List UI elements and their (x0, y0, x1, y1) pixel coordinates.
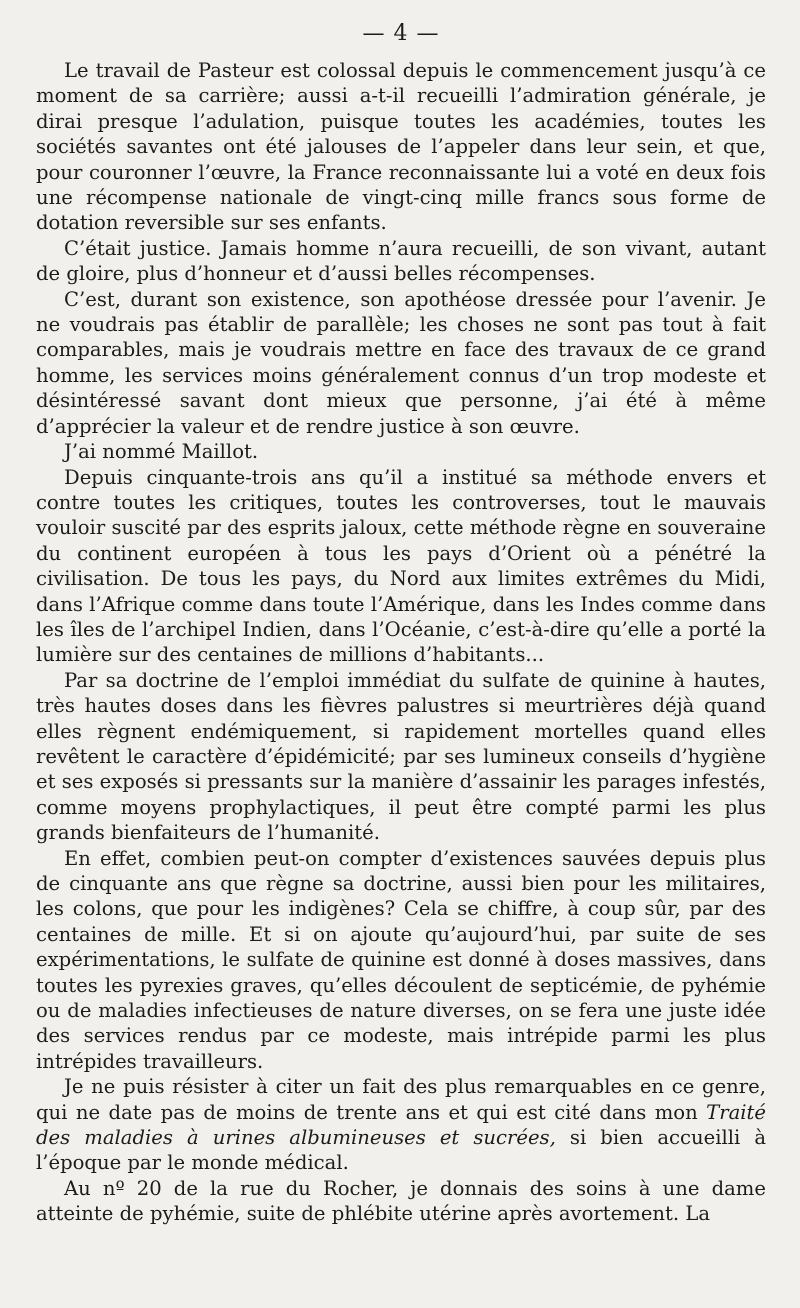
paragraph-doctrine-quinine: Par sa doctrine de l’emploi immédiat du sulfate de quinine à hautes, très hautes doses dans les fièvres palustres si meurtrières déjà quand elles règnent endémiquement, si rapidement mortelles quand elles revêtent le caractère d’épidémicité; par ses lumineux conseils d’hygiène et ses exposés si pressants sur la manière d’assainir les parages infestés, comme moyens prophylactiques, il peut être compté parmi les plus grands bienfaiteurs de l’humanité. (36, 668, 766, 845)
treatise-title: Traité des maladies à urines albumineuses et sucrées, (36, 1100, 766, 1150)
paragraph-citation (36, 1074, 766, 1176)
paragraph-maillot-named: J’ai nommé Maillot. (64, 440, 259, 464)
paragraph-justice: C’était justice. Jamais homme n’aura recueilli, de son vivant, autant de gloire, plus d’honneur et d’aussi belles récompenses. (36, 236, 766, 286)
citation-text-before: Je ne puis résister à citer un fait des plus remarquables en ce genre, qui ne date pas de moins de trente ans et qui est cité dans mon (36, 1075, 766, 1124)
page-number: — 4 — (362, 21, 440, 46)
paragraph-existences-sauvees: En effet, combien peut-on compter d’existences sauvées depuis plus de cinquante ans que règne sa doctrine, aussi bien pour les militaires, les colons, que pour les indigènes? Cela se chiffre, à coup sûr, par des centaines de mille. Et si on ajoute qu’aujourd’hui, par suite de ses expérimentations, le sulfate de quinine est donné à doses massives, dans toutes les pyrexies graves, qu’elles découlent de septicémie, de pyhémie ou de maladies infectieuses de nature diverses, on se fera une juste idée des services rendus par ce modeste, mais intrépide parmi les plus intrépides travailleurs. (36, 846, 766, 1073)
paragraph-methode: Depuis cinquante-trois ans qu’il a institué sa méthode envers et contre toutes les critiques, toutes les controverses, tout le mauvais vouloir suscité par des esprits jaloux, cette méthode règne en souveraine du continent européen à tous les pays d’Orient où a pénétré la civilisation. De tous les pays, du Nord aux limites extrêmes du Midi, dans l’Afrique comme dans toute l’Amérique, dans les Indes comme dans les îles de l’archipel Indien, dans l’Océanie, c’est-à-dire qu’elle a porté la lumière sur des centaines de millions d’habitants... (36, 465, 766, 667)
paragraph-pasteur: Le travail de Pasteur est colossal depuis le commencement jusqu’à ce moment de sa carrière; aussi a-t-il recueilli l’admiration générale, je dirai presque l’adulation, puisque toutes les académies, toutes les sociétés savantes ont été jalouses de l’appeler dans leur sein, et que, pour couronner l’œuvre, la France reconnaissante lui a voté en deux fois une récompense nationale de vingt-cinq mille francs sous forme de dotation reversible sur ses enfants. (36, 59, 766, 235)
citation-text-after: si bien accueilli à l’époque par le monde médical. (36, 1126, 766, 1175)
paragraph-apotheose: C’est, durant son existence, son apothéose dressée pour l’avenir. Je ne voudrais pas établir de parallèle; les choses ne sont pas tout à fait comparables, mais je voudrais mettre en face des travaux de ce grand homme, les services moins généralement connus d’un trop modeste et désintéressé savant dont mieux que personne, j’ai été à même d’apprécier la valeur et de rendre justice à son œuvre. (36, 287, 766, 438)
paragraph-rue-du-rocher: Au nº 20 de la rue du Rocher, je donnais des soins à une dame atteinte de pyhémie, suite de phlébite utérine après avortement. La (36, 1176, 766, 1226)
